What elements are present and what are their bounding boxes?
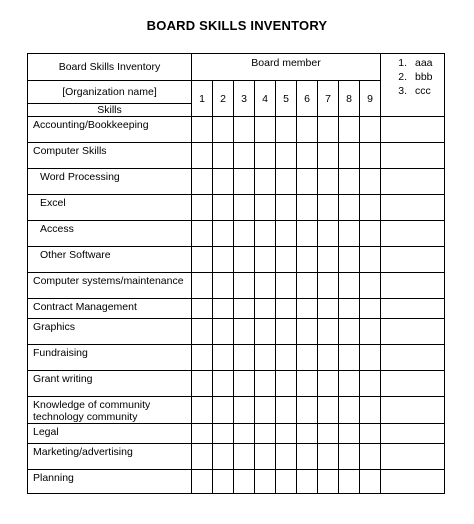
rating-cell[interactable] — [360, 299, 381, 319]
skill-label-cell — [28, 195, 192, 221]
skill-label: Planning — [33, 472, 74, 484]
table-row — [28, 397, 445, 424]
notes-cell[interactable] — [381, 143, 445, 169]
rating-cell[interactable] — [213, 397, 234, 424]
rating-cell[interactable] — [213, 470, 234, 494]
rating-cell[interactable] — [297, 195, 318, 221]
member-column-4: 4 — [255, 81, 276, 117]
rating-cell[interactable] — [213, 195, 234, 221]
rating-cell[interactable] — [192, 169, 213, 195]
rating-cell[interactable] — [297, 117, 318, 143]
rating-cell[interactable] — [276, 345, 297, 371]
notes-cell[interactable] — [381, 345, 445, 371]
skill-label-cell — [28, 444, 192, 470]
rating-cell[interactable] — [318, 273, 339, 299]
legend-number: 1. — [398, 57, 407, 69]
skill-label: Computer systems/maintenance — [33, 275, 184, 287]
member-column-6: 6 — [297, 81, 318, 117]
rating-cell[interactable] — [276, 397, 297, 424]
member-column-1: 1 — [192, 81, 213, 117]
notes-cell[interactable] — [381, 470, 445, 494]
notes-cell[interactable] — [381, 444, 445, 470]
rating-cell[interactable] — [192, 397, 213, 424]
skill-label-cell — [28, 319, 192, 345]
rating-cell[interactable] — [276, 299, 297, 319]
rating-cell[interactable] — [297, 221, 318, 247]
rating-cell[interactable] — [192, 195, 213, 221]
skill-label: Knowledge of community technology community — [33, 399, 151, 423]
skill-label: Other Software — [40, 249, 111, 261]
rating-cell[interactable] — [213, 273, 234, 299]
rating-cell[interactable] — [360, 424, 381, 444]
rating-cell[interactable] — [234, 221, 255, 247]
skill-label: Accounting/Bookkeeping — [33, 119, 149, 131]
skill-label-cell — [28, 221, 192, 247]
rating-cell[interactable] — [234, 273, 255, 299]
rating-cell[interactable] — [318, 195, 339, 221]
rating-cell[interactable] — [213, 299, 234, 319]
rating-cell[interactable] — [297, 247, 318, 273]
member-column-2: 2 — [213, 81, 234, 117]
legend-text: aaa — [415, 57, 433, 69]
rating-cell[interactable] — [234, 117, 255, 143]
rating-cell[interactable] — [339, 221, 360, 247]
legend-number: 2. — [398, 71, 407, 83]
rating-cell[interactable] — [276, 143, 297, 169]
rating-cell[interactable] — [318, 117, 339, 143]
rating-cell[interactable] — [234, 319, 255, 345]
rating-cell[interactable] — [339, 444, 360, 470]
rating-cell[interactable] — [297, 143, 318, 169]
rating-cell[interactable] — [276, 247, 297, 273]
table-row — [28, 143, 445, 169]
rating-cell[interactable] — [297, 345, 318, 371]
notes-cell[interactable] — [381, 169, 445, 195]
rating-cell[interactable] — [360, 143, 381, 169]
rating-cell[interactable] — [360, 444, 381, 470]
rating-cell[interactable] — [339, 195, 360, 221]
rating-cell[interactable] — [192, 470, 213, 494]
page-title: BOARD SKILLS INVENTORY — [146, 18, 328, 33]
rating-cell[interactable] — [255, 424, 276, 444]
rating-cell[interactable] — [360, 345, 381, 371]
member-legend — [381, 54, 445, 117]
rating-cell[interactable] — [276, 195, 297, 221]
rating-cell[interactable] — [213, 345, 234, 371]
table-row — [28, 371, 445, 397]
rating-cell[interactable] — [255, 117, 276, 143]
rating-cell[interactable] — [339, 470, 360, 494]
table-row — [28, 444, 445, 470]
skill-label: Graphics — [33, 321, 76, 333]
notes-cell[interactable] — [381, 424, 445, 444]
rating-cell[interactable] — [276, 169, 297, 195]
table-row — [28, 345, 445, 371]
rating-cell[interactable] — [213, 143, 234, 169]
table-row — [28, 319, 445, 345]
rating-cell[interactable] — [213, 117, 234, 143]
rating-cell[interactable] — [318, 397, 339, 424]
inventory-label: Board Skills Inventory — [58, 61, 161, 73]
rating-cell[interactable] — [318, 371, 339, 397]
rating-cell[interactable] — [297, 299, 318, 319]
table-row — [28, 169, 445, 195]
rating-cell[interactable] — [297, 169, 318, 195]
rating-cell[interactable] — [297, 444, 318, 470]
rating-cell[interactable] — [255, 470, 276, 494]
rating-cell[interactable] — [213, 221, 234, 247]
rating-cell[interactable] — [360, 470, 381, 494]
rating-cell[interactable] — [255, 397, 276, 424]
notes-cell[interactable] — [381, 299, 445, 319]
rating-cell[interactable] — [318, 169, 339, 195]
rating-cell[interactable] — [192, 424, 213, 444]
rating-cell[interactable] — [192, 299, 213, 319]
legend-text: bbb — [415, 71, 433, 83]
rating-cell[interactable] — [192, 273, 213, 299]
rating-cell[interactable] — [276, 424, 297, 444]
notes-cell[interactable] — [381, 221, 445, 247]
rating-cell[interactable] — [339, 424, 360, 444]
notes-cell[interactable] — [381, 195, 445, 221]
rating-cell[interactable] — [297, 319, 318, 345]
rating-cell[interactable] — [234, 195, 255, 221]
skill-label: Access — [40, 223, 74, 235]
skill-label-cell — [28, 299, 192, 319]
rating-cell[interactable] — [318, 470, 339, 494]
rating-cell[interactable] — [255, 299, 276, 319]
rating-cell[interactable] — [213, 444, 234, 470]
table-row — [28, 424, 445, 444]
organization-name-cell — [28, 81, 192, 104]
rating-cell[interactable] — [360, 397, 381, 424]
rating-cell[interactable] — [360, 221, 381, 247]
legend-text: ccc — [415, 85, 431, 97]
rating-cell[interactable] — [276, 273, 297, 299]
rating-cell[interactable] — [276, 117, 297, 143]
skill-label-cell — [28, 470, 192, 494]
rating-cell[interactable] — [192, 444, 213, 470]
skill-label: Computer Skills — [33, 145, 107, 157]
rating-cell[interactable] — [360, 169, 381, 195]
table-row — [28, 117, 445, 143]
rating-cell[interactable] — [192, 371, 213, 397]
rating-cell[interactable] — [255, 319, 276, 345]
notes-cell[interactable] — [381, 247, 445, 273]
rating-cell[interactable] — [339, 371, 360, 397]
rating-cell[interactable] — [360, 247, 381, 273]
legend-item — [381, 84, 444, 98]
skill-label-cell — [28, 143, 192, 169]
skill-label-cell — [28, 371, 192, 397]
rating-cell[interactable] — [339, 143, 360, 169]
legend-item — [381, 70, 444, 84]
rating-cell[interactable] — [234, 247, 255, 273]
skill-label: Fundraising — [33, 347, 88, 359]
rating-cell[interactable] — [318, 247, 339, 273]
skill-label-cell — [28, 397, 192, 424]
skill-label-cell — [28, 247, 192, 273]
member-column-5: 5 — [276, 81, 297, 117]
rating-cell[interactable] — [234, 345, 255, 371]
skills-header: Skills — [28, 104, 192, 117]
rating-cell[interactable] — [276, 319, 297, 345]
rating-cell[interactable] — [339, 247, 360, 273]
rating-cell[interactable] — [360, 273, 381, 299]
rating-cell[interactable] — [234, 397, 255, 424]
rating-cell[interactable] — [234, 444, 255, 470]
rating-cell[interactable] — [192, 319, 213, 345]
skill-label-cell — [28, 345, 192, 371]
rating-cell[interactable] — [255, 143, 276, 169]
rating-cell[interactable] — [297, 424, 318, 444]
rating-cell[interactable] — [192, 117, 213, 143]
rating-cell[interactable] — [234, 371, 255, 397]
skill-label-cell — [28, 117, 192, 143]
rating-cell[interactable] — [276, 470, 297, 494]
table-row — [28, 221, 445, 247]
rating-cell[interactable] — [318, 345, 339, 371]
table-row — [28, 470, 445, 494]
rating-cell[interactable] — [360, 371, 381, 397]
table-row — [28, 247, 445, 273]
rating-cell[interactable] — [318, 424, 339, 444]
rating-cell[interactable] — [255, 345, 276, 371]
board-member-header — [192, 54, 381, 81]
rating-cell[interactable] — [255, 273, 276, 299]
rating-cell[interactable] — [234, 299, 255, 319]
skills-inventory-table — [27, 53, 445, 494]
rating-cell[interactable] — [297, 470, 318, 494]
member-column-3: 3 — [234, 81, 255, 117]
rating-cell[interactable] — [213, 371, 234, 397]
notes-cell[interactable] — [381, 319, 445, 345]
rating-cell[interactable] — [255, 221, 276, 247]
rating-cell[interactable] — [255, 195, 276, 221]
rating-cell[interactable] — [360, 117, 381, 143]
rating-cell[interactable] — [339, 169, 360, 195]
rating-cell[interactable] — [255, 444, 276, 470]
member-column-8: 8 — [339, 81, 360, 117]
rating-cell[interactable] — [297, 371, 318, 397]
rating-cell[interactable] — [318, 444, 339, 470]
rating-cell[interactable] — [192, 143, 213, 169]
notes-cell[interactable] — [381, 273, 445, 299]
rating-cell[interactable] — [234, 424, 255, 444]
rating-cell[interactable] — [318, 143, 339, 169]
legend-number: 3. — [398, 85, 407, 97]
rating-cell[interactable] — [255, 169, 276, 195]
rating-cell[interactable] — [339, 319, 360, 345]
rating-cell[interactable] — [339, 397, 360, 424]
rating-cell[interactable] — [234, 470, 255, 494]
skill-label-cell — [28, 424, 192, 444]
rating-cell[interactable] — [213, 319, 234, 345]
inventory-label-cell — [28, 54, 192, 81]
skill-label-cell — [28, 169, 192, 195]
rating-cell[interactable] — [339, 273, 360, 299]
rating-cell[interactable] — [276, 444, 297, 470]
rating-cell[interactable] — [360, 195, 381, 221]
notes-cell[interactable] — [381, 371, 445, 397]
rating-cell[interactable] — [255, 371, 276, 397]
skill-label: Word Processing — [40, 171, 120, 183]
rating-cell[interactable] — [255, 247, 276, 273]
rating-cell[interactable] — [339, 299, 360, 319]
rating-cell[interactable] — [339, 345, 360, 371]
rating-cell[interactable] — [297, 273, 318, 299]
rating-cell[interactable] — [213, 247, 234, 273]
notes-cell[interactable] — [381, 117, 445, 143]
rating-cell[interactable] — [339, 117, 360, 143]
table-row — [28, 195, 445, 221]
rating-cell[interactable] — [213, 424, 234, 444]
rating-cell[interactable] — [318, 299, 339, 319]
rating-cell[interactable] — [276, 371, 297, 397]
rating-cell[interactable] — [192, 345, 213, 371]
table-row — [28, 273, 445, 299]
rating-cell[interactable] — [360, 319, 381, 345]
legend-item — [381, 56, 444, 70]
rating-cell[interactable] — [234, 169, 255, 195]
skill-label: Grant writing — [33, 373, 93, 385]
rating-cell[interactable] — [234, 143, 255, 169]
skill-label: Contract Management — [33, 301, 137, 313]
rating-cell[interactable] — [318, 319, 339, 345]
member-column-7: 7 — [318, 81, 339, 117]
skill-label: Excel — [40, 197, 66, 209]
member-column-9: 9 — [360, 81, 381, 117]
rating-cell[interactable] — [213, 169, 234, 195]
rating-cell[interactable] — [192, 247, 213, 273]
organization-name: [Organization name] — [62, 86, 157, 98]
skill-label: Marketing/advertising — [33, 446, 133, 458]
rating-cell[interactable] — [192, 221, 213, 247]
rating-cell[interactable] — [276, 221, 297, 247]
skill-label-cell — [28, 273, 192, 299]
notes-cell[interactable] — [381, 397, 445, 424]
table-row — [28, 299, 445, 319]
rating-cell[interactable] — [318, 221, 339, 247]
skill-label: Legal — [33, 426, 59, 438]
board-member-label: Board member — [251, 57, 321, 69]
rating-cell[interactable] — [297, 397, 318, 424]
